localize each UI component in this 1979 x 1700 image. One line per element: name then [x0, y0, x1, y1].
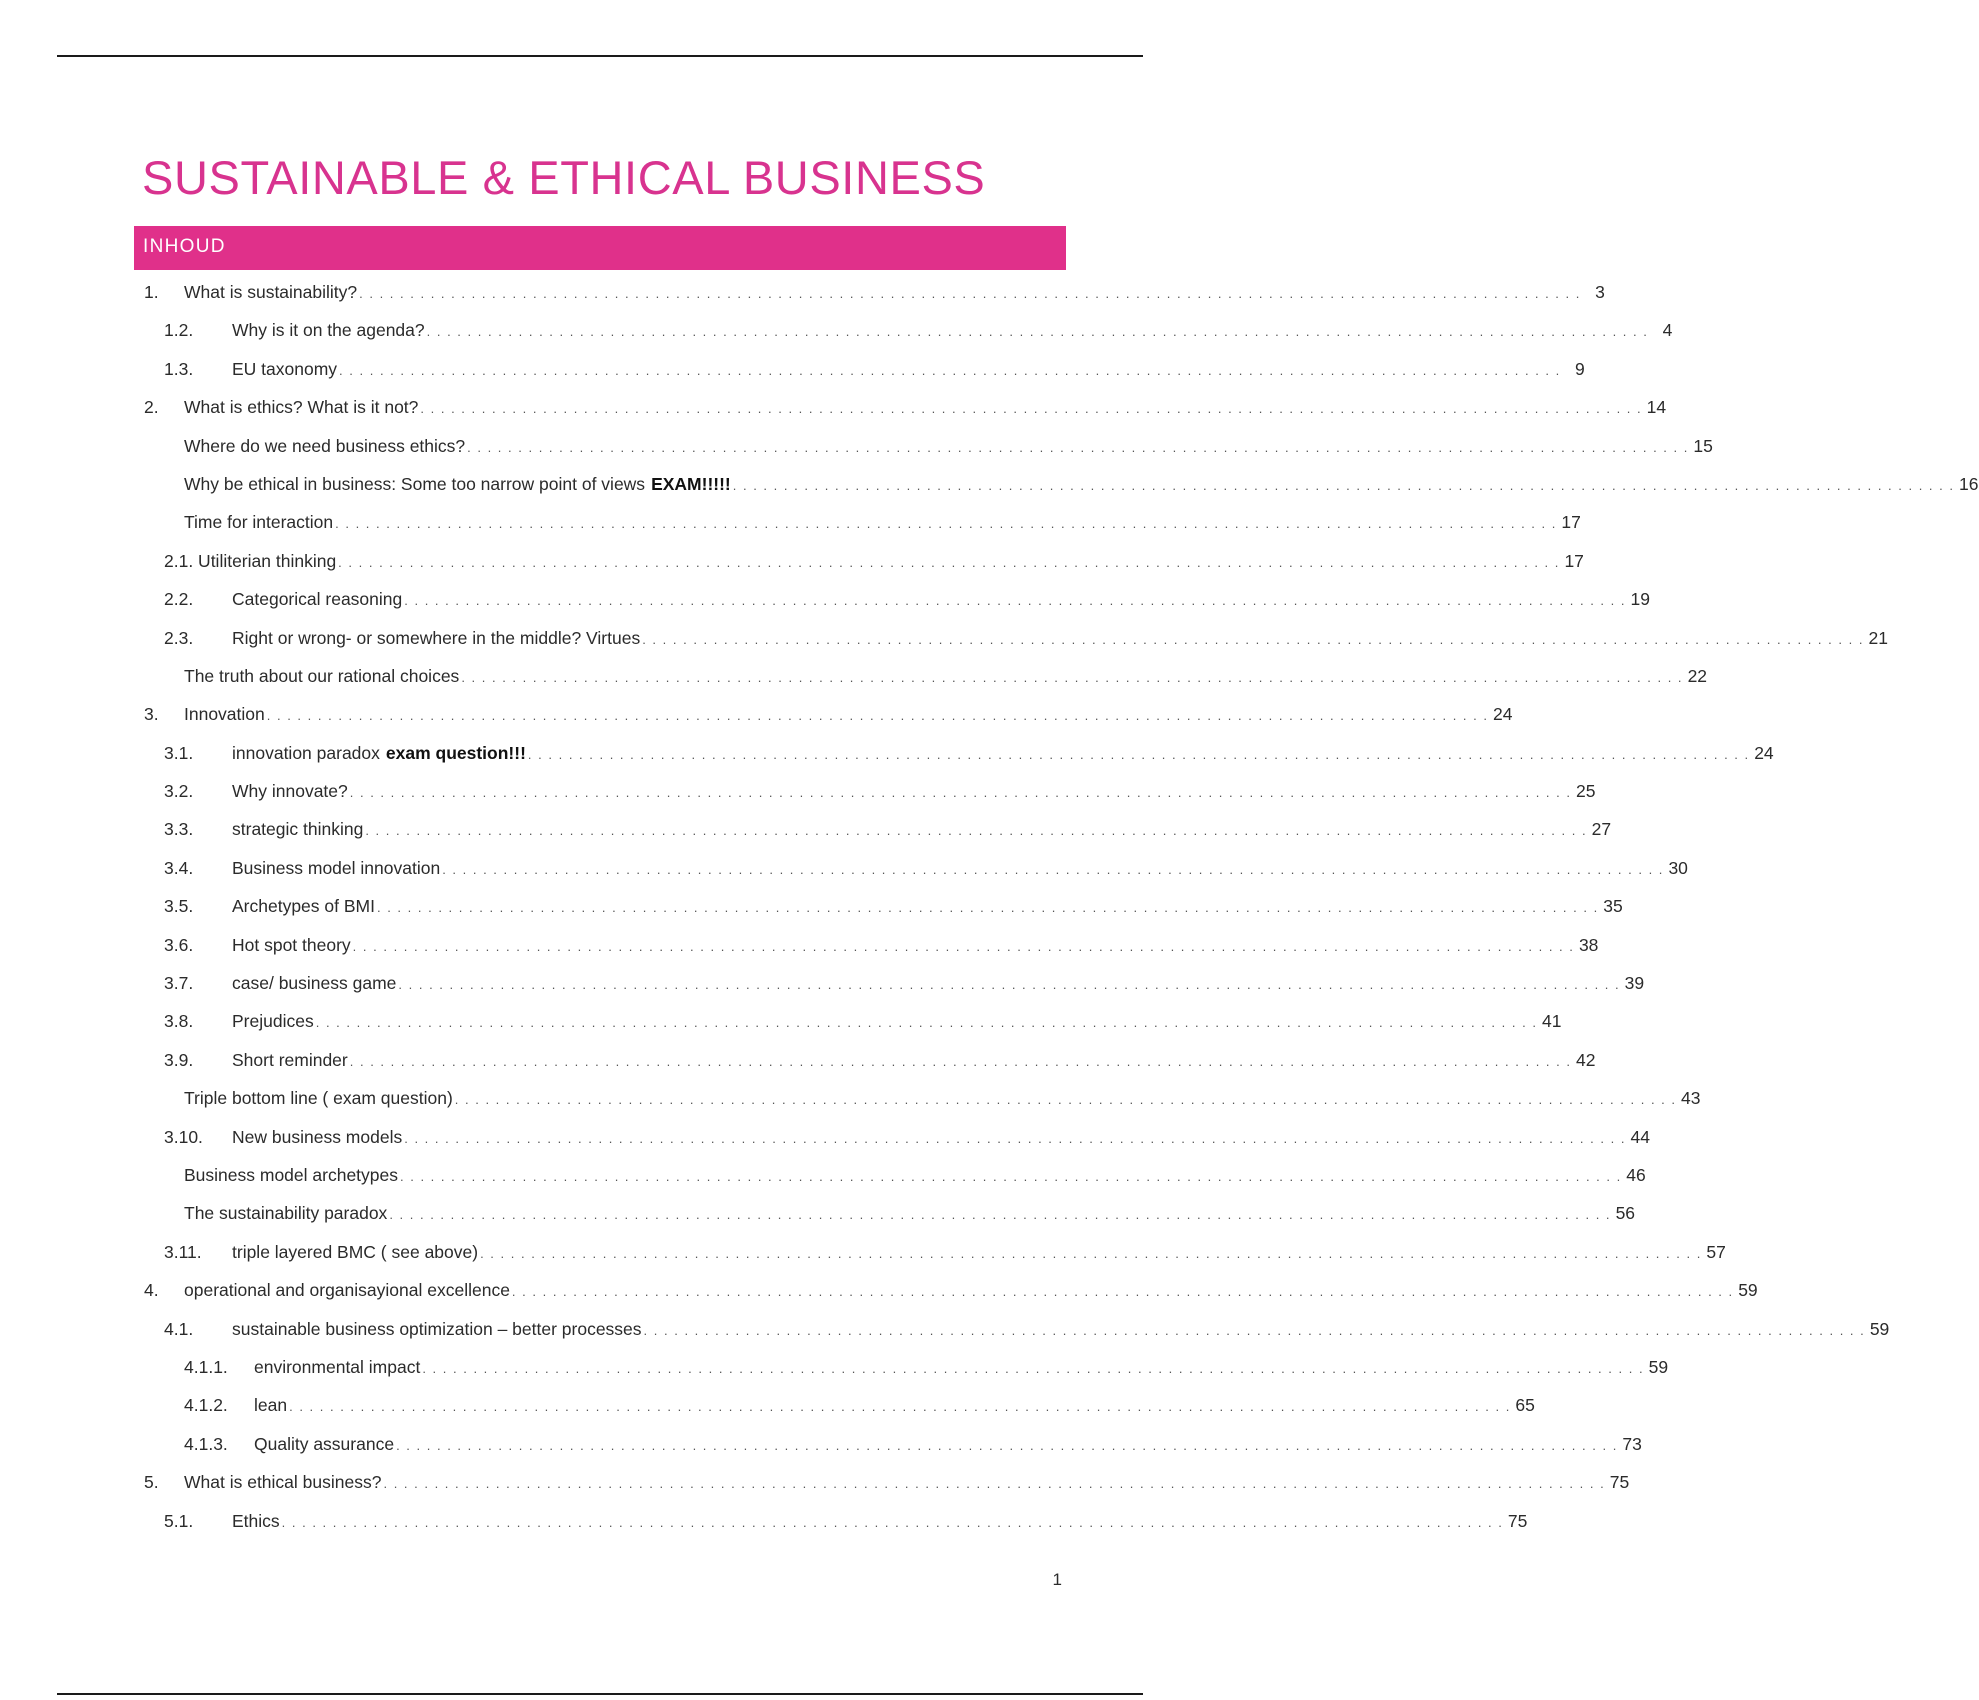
toc-entry-title: EU taxonomy — [232, 358, 338, 379]
toc-entry-number: 3.1. — [164, 742, 194, 763]
toc-entry-number: 2. — [144, 397, 159, 418]
toc-entry-title: Hot spot theory — [232, 934, 351, 955]
toc-entry-title: Business model innovation — [232, 857, 441, 878]
toc-dot-leader: . . . . . . . . . . . . . . . . . . . . . . . . . . . . . . . . . . . . . . . . . . . . . . . . . . . . . . . . . . . . . . . . . . . . . . . . . . . . . . . . . . . . . . . . . . . . . . . . . . . . . . . . . . . . . . . . . . . . . . . . — [442, 861, 1664, 877]
toc-entry-number: 3.6. — [164, 934, 194, 955]
toc-entry-number: 3.9. — [164, 1049, 194, 1070]
toc-entry[interactable] — [0, 427, 1713, 465]
toc-entry[interactable] — [0, 1079, 1701, 1117]
toc-entry[interactable] — [0, 1463, 1630, 1501]
toc-entry-number: 1. — [144, 282, 159, 302]
toc-entry-page: 59 — [1869, 1318, 1890, 1339]
toc-entry-title: innovation paradox — [232, 742, 380, 763]
toc-entry-page: 19 — [1630, 589, 1650, 610]
toc-entry-number: 2.2. — [164, 589, 194, 610]
toc-entry[interactable] — [0, 734, 1774, 772]
toc-dot-leader: . . . . . . . . . . . . . . . . . . . . . . . . . . . . . . . . . . . . . . . . . . . . . . . . . . . . . . . . . . . . . . . . . . . . . . . . . . . . . . . . . . . . . . . . . . . . . . . . . . . . . . . . . . . . . . . . . . . . . . . . — [266, 708, 1489, 724]
toc-entry-page: 56 — [1615, 1203, 1636, 1224]
toc-entry-title: Business model archetypes — [184, 1164, 398, 1185]
toc-entry[interactable] — [0, 1041, 1596, 1079]
toc-entry-page: 57 — [1706, 1241, 1726, 1262]
toc-entry-emphasis: EXAM!!!!! — [651, 473, 731, 494]
toc-entry-page: 44 — [1630, 1126, 1650, 1147]
toc-heading: INHOUD — [143, 236, 226, 257]
toc-entry-number: 3.10. — [164, 1126, 203, 1147]
toc-entry-number: 5.1. — [164, 1510, 194, 1531]
toc-entry-title: What is ethics? What is it not? — [184, 397, 419, 418]
toc-entry-number: 1.2. — [164, 320, 194, 341]
toc-entry-title: Short reminder — [232, 1049, 348, 1070]
toc-dot-leader: . . . . . . . . . . . . . . . . . . . . . . . . . . . . . . . . . . . . . . . . . . . . . . . . . . . . . . . . . . . . . . . . . . . . . . . . . . . . . . . . . . . . . . . . . . . . . . . . . . . . . . . . . . . . . . . . . . . . . . . . — [461, 669, 1684, 685]
toc-entry[interactable] — [0, 1233, 1726, 1271]
toc-entry-title: 2.1. Utiliterian thinking — [164, 550, 337, 571]
toc-dot-leader: . . . . . . . . . . . . . . . . . . . . . . . . . . . . . . . . . . . . . . . . . . . . . . . . . . . . . . . . . . . . . . . . . . . . . . . . . . . . . . . . . . . . . . . . . . . . . . . . . . . . . . . . . . . . . . . . . . . . . . . . — [642, 631, 1864, 647]
toc-entry-title: Innovation — [184, 704, 265, 725]
toc-entry[interactable] — [0, 1386, 1535, 1424]
toc-dot-leader: . . . . . . . . . . . . . . . . . . . . . . . . . . . . . . . . . . . . . . . . . . . . . . . . . . . . . . . . . . . . . . . . . . . . . . . . . . . . . . . . . . . . . . . . . . . . . . . . . . . . . . . . . . . . . . . . . . . . . . . . — [338, 554, 1560, 570]
toc-entry-number: 5. — [144, 1472, 159, 1493]
toc-entry-page: 21 — [1868, 627, 1888, 648]
toc-dot-leader: . . . . . . . . . . . . . . . . . . . . . . . . . . . . . . . . . . . . . . . . . . . . . . . . . . . . . . . . . . . . . . . . . . . . . . . . . . . . . . . . . . . . . . . . . . . . . . . . . . . . . . . . . . . . . . . . . . . . . . . . — [404, 1130, 1626, 1146]
toc-entry-number: 4.1. — [164, 1318, 194, 1339]
toc-entry-title: case/ business game — [232, 973, 397, 994]
toc-entry-title: The sustainability paradox — [184, 1203, 388, 1224]
toc-entry-title: Archetypes of BMI — [232, 896, 375, 917]
toc-entry-page: 15 — [1693, 435, 1713, 456]
toc-dot-leader: . . . . . . . . . . . . . . . . . . . . . . . . . . . . . . . . . . . . . . . . . . . . . . . . . . . . . . . . . . . . . . . . . . . . . . . . . . . . . . . . . . . . . . . . . . . . . . . . . . . . . . . . . . . . . . . . . . . . . . . . — [404, 593, 1626, 609]
toc-dot-leader: . . . . . . . . . . . . . . . . . . . . . . . . . . . . . . . . . . . . . . . . . . . . . . . . . . . . . . . . . . . . . . . . . . . . . . . . . . . . . . . . . . . . . . . . . . . . . . . . . . . . . . . . . . . . . . . . . . . . . . . . — [420, 401, 1643, 417]
toc-entry-number: 3.3. — [164, 819, 194, 840]
toc-entry-number: 3.2. — [164, 781, 194, 802]
toc-dot-leader: . . . . . . . . . . . . . . . . . . . . . . . . . . . . . . . . . . . . . . . . . . . . . . . . . . . . . . . . . . . . . . . . . . . . . . . . . . . . . . . . . . . . . . . . . . . . . . . . . . . . . . . . . . . . . . . . . . . . . . . . — [389, 1207, 1612, 1223]
toc-entry-page: 39 — [1624, 973, 1645, 994]
toc-entry-number: 3.5. — [164, 896, 194, 917]
toc-entry-page: 38 — [1578, 934, 1599, 955]
toc-entry-title: Prejudices — [232, 1011, 314, 1032]
toc-dot-leader: . . . . . . . . . . . . . . . . . . . . . . . . . . . . . . . . . . . . . . . . . . . . . . . . . . . . . . . . . . . . . . . . . . . . . . . . . . . . . . . . . . . . . . . . . . . . . . . . . . . . . . . . . . . . . . . . . . . . . . . . — [315, 1015, 1538, 1031]
toc-entry-number: 4.1.3. — [184, 1433, 228, 1454]
toc-entry-title: Why innovate? — [232, 781, 348, 802]
toc-entry-page: 73 — [1622, 1433, 1642, 1454]
toc-entry-title: Where do we need business ethics? — [184, 435, 466, 456]
toc-entry[interactable] — [0, 849, 1688, 887]
toc-dot-leader: . . . . . . . . . . . . . . . . . . . . . . . . . . . . . . . . . . . . . . . . . . . . . . . . . . . . . . . . . . . . . . . . . . . . . . . . . . . . . . . . . . . . . . . . . . . . . . . . . . . . . . . . . . . . . . . . . . . . . . . . — [281, 1514, 1504, 1530]
toc-entry[interactable] — [0, 1425, 1642, 1463]
toc-entry[interactable] — [0, 542, 1584, 580]
toc-entry-title: Right or wrong- or somewhere in the middle? Virtues — [232, 627, 641, 648]
toc-entry-emphasis: exam question!!! — [385, 742, 526, 763]
toc-dot-leader: . . . . . . . . . . . . . . . . . . . . . . . . . . . . . . . . . . . . . . . . . . . . . . . . . . . . . . . . . . . . . . . . . . . . . . . . . . . . . . . . . . . . . . . . . . . . . . . . . . . . . . . . . . . . . . . . . . . . . . . . — [527, 746, 1750, 762]
toc-entry-title: sustainable business optimization – better processes — [232, 1318, 642, 1339]
toc-dot-leader: . . . . . . . . . . . . . . . . . . . . . . . . . . . . . . . . . . . . . . . . . . . . . . . . . . . . . . . . . . . . . . . . . . . . . . . . . . . . . . . . . . . . . . . . . . . . . . . . . . . . . . . . . . . . . . . . . . . . . . . . — [383, 1476, 1606, 1492]
toc-dot-leader: . . . . . . . . . . . . . . . . . . . . . . . . . . . . . . . . . . . . . . . . . . . . . . . . . . . . . . . . . . . . . . . . . . . . . . . . . . . . . . . . . . . . . . . . . . . . . . . . . . . . . . . . . . . . . . . . . . . . . . . . — [352, 938, 1575, 954]
toc-dot-leader: . . . . . . . . . . . . . . . . . . . . . . . . . . . . . . . . . . . . . . . . . . . . . . . . . . . . . . . . . . . . . . . . . . . . . . . . . . . . . . . . . . . . . . . . . . . . . . . . . . . . . . . . . . . . . . . . . . . . . . . . — [426, 324, 1649, 340]
toc-entry-title: environmental impact — [254, 1356, 421, 1377]
toc-entry-page: 9 — [1575, 358, 1585, 379]
toc-entry-page: 25 — [1576, 781, 1596, 802]
toc-dot-leader: . . . . . . . . . . . . . . . . . . . . . . . . . . . . . . . . . . . . . . . . . . . . . . . . . . . . . . . . . . . . . . . . . . . . . . . . . . . . . . . . . . . . . . . . . . . . . . . . . . . . . . . . . . . . . . . . . . . . . . . . — [398, 977, 1621, 993]
toc-entry[interactable] — [0, 580, 1650, 618]
toc-dot-leader: . . . . . . . . . . . . . . . . . . . . . . . . . . . . . . . . . . . . . . . . . . . . . . . . . . . . . . . . . . . . . . . . . . . . . . . . . . . . . . . . . . . . . . . . . . . . . . . . . . . . . . . . . . . . . . . . . . . . . . . . — [396, 1437, 1618, 1453]
toc-entry-title: lean — [254, 1395, 288, 1416]
toc-entry-page: 3 — [1595, 282, 1605, 302]
toc-entry-number: 4.1.2. — [184, 1395, 228, 1416]
toc-entry-number: 2.3. — [164, 627, 194, 648]
toc-dot-leader: . . . . . . . . . . . . . . . . . . . . . . . . . . . . . . . . . . . . . . . . . . . . . . . . . . . . . . . . . . . . . . . . . . . . . . . . . . . . . . . . . . . . . . . . . . . . . . . . . . . . . . . . . . . . . . . . . . . . . . . . — [454, 1092, 1677, 1108]
toc-entry-page: 27 — [1591, 819, 1612, 840]
toc-entry[interactable] — [0, 311, 1673, 349]
toc-entry-number: 3.11. — [164, 1241, 202, 1262]
toc-entry-page: 4 — [1662, 320, 1673, 341]
toc-entry-title: Why is it on the agenda? — [232, 320, 425, 341]
toc-dot-leader: . . . . . . . . . . . . . . . . . . . . . . . . . . . . . . . . . . . . . . . . . . . . . . . . . . . . . . . . . . . . . . . . . . . . . . . . . . . . . . . . . . . . . . . . . . . . . . . . . . . . . . . . . . . . . . . . . . . . . . . . — [359, 286, 1581, 301]
toc-entry-title: Quality assurance — [254, 1433, 395, 1454]
toc-entry[interactable] — [0, 1194, 1636, 1232]
toc-entry[interactable] — [0, 964, 1645, 1002]
toc-entry-title: What is sustainability? — [184, 282, 358, 302]
toc-dot-leader: . . . . . . . . . . . . . . . . . . . . . . . . . . . . . . . . . . . . . . . . . . . . . . . . . . . . . . . . . . . . . . . . . . . . . . . . . . . . . . . . . . . . . . . . . . . . . . . . . . . . . . . . . . . . . . . . . . . . . . . . — [480, 1245, 1702, 1261]
toc-dot-leader: . . . . . . . . . . . . . . . . . . . . . . . . . . . . . . . . . . . . . . . . . . . . . . . . . . . . . . . . . . . . . . . . . . . . . . . . . . . . . . . . . . . . . . . . . . . . . . . . . . . . . . . . . . . . . . . . . . . . . . . . — [400, 1168, 1622, 1184]
toc-entry-page: 43 — [1681, 1088, 1701, 1109]
toc-entry-title: Time for interaction — [184, 512, 334, 533]
toc-dot-leader: . . . . . . . . . . . . . . . . . . . . . . . . . . . . . . . . . . . . . . . . . . . . . . . . . . . . . . . . . . . . . . . . . . . . . . . . . . . . . . . . . . . . . . . . . . . . . . . . . . . . . . . . . . . . . . . . . . . . . . . . — [349, 785, 1572, 801]
toc-dot-leader: . . . . . . . . . . . . . . . . . . . . . . . . . . . . . . . . . . . . . . . . . . . . . . . . . . . . . . . . . . . . . . . . . . . . . . . . . . . . . . . . . . . . . . . . . . . . . . . . . . . . . . . . . . . . . . . . . . . . . . . . — [339, 362, 1561, 378]
toc-entry-number: 3.4. — [164, 857, 194, 878]
toc-entry-title: triple layered BMC ( see above) — [232, 1241, 479, 1262]
toc-entry-page: 75 — [1507, 1510, 1528, 1531]
toc-entry[interactable] — [0, 887, 1623, 925]
toc-entry[interactable] — [0, 273, 1605, 311]
toc-entry-title: New business models — [232, 1126, 403, 1147]
toc-entry-title: Why be ethical in business: Some too narrow point of views — [184, 473, 646, 494]
toc-entry-number: 4. — [144, 1280, 159, 1301]
toc-dot-leader: . . . . . . . . . . . . . . . . . . . . . . . . . . . . . . . . . . . . . . . . . . . . . . . . . . . . . . . . . . . . . . . . . . . . . . . . . . . . . . . . . . . . . . . . . . . . . . . . . . . . . . . . . . . . . . . . . . . . . . . . — [365, 823, 1588, 839]
toc-entry-title: operational and organisayional excellence — [184, 1280, 510, 1301]
toc-entry-page: 30 — [1668, 857, 1688, 878]
toc-entry-page: 24 — [1754, 742, 1774, 763]
toc-entry-page: 46 — [1626, 1164, 1646, 1185]
toc-entry-title: Ethics — [232, 1510, 280, 1531]
toc-entry-title: The truth about our rational choices — [184, 665, 460, 686]
toc-entry-page: 22 — [1687, 665, 1708, 686]
toc-entry[interactable] — [0, 926, 1599, 964]
document-title: SUSTAINABLE & ETHICAL BUSINESS — [142, 151, 986, 204]
toc-heading-banner — [134, 226, 1066, 270]
toc-entry[interactable] — [0, 1310, 1890, 1348]
toc-entry-page: 59 — [1648, 1356, 1669, 1377]
toc-entry[interactable] — [0, 657, 1708, 695]
toc-entry-number: 3.8. — [164, 1011, 194, 1032]
table-of-contents — [0, 273, 1979, 1540]
toc-dot-leader: . . . . . . . . . . . . . . . . . . . . . . . . . . . . . . . . . . . . . . . . . . . . . . . . . . . . . . . . . . . . . . . . . . . . . . . . . . . . . . . . . . . . . . . . . . . . . . . . . . . . . . . . . . . . . . . . . . . . . . . . — [289, 1399, 1511, 1415]
toc-entry-title: Triple bottom line ( exam question) — [184, 1088, 453, 1109]
toc-dot-leader: . . . . . . . . . . . . . . . . . . . . . . . . . . . . . . . . . . . . . . . . . . . . . . . . . . . . . . . . . . . . . . . . . . . . . . . . . . . . . . . . . . . . . . . . . . . . . . . . . . . . . . . . . . . . . . . . . . . . . . . . — [511, 1284, 1734, 1300]
toc-entry-page: 41 — [1541, 1011, 1562, 1032]
toc-dot-leader: . . . . . . . . . . . . . . . . . . . . . . . . . . . . . . . . . . . . . . . . . . . . . . . . . . . . . . . . . . . . . . . . . . . . . . . . . . . . . . . . . . . . . . . . . . . . . . . . . . . . . . . . . . . . . . . . . . . . . . . . — [643, 1322, 1866, 1338]
toc-entry[interactable] — [0, 388, 1667, 426]
toc-entry-title: Categorical reasoning — [232, 589, 403, 610]
toc-entry-page: 17 — [1564, 550, 1584, 571]
toc-entry-page: 17 — [1561, 512, 1581, 533]
toc-entry-page: 65 — [1515, 1395, 1535, 1416]
toc-entry[interactable] — [0, 1118, 1650, 1156]
toc-dot-leader: . . . . . . . . . . . . . . . . . . . . . . . . . . . . . . . . . . . . . . . . . . . . . . . . . . . . . . . . . . . . . . . . . . . . . . . . . . . . . . . . . . . . . . . . . . . . . . . . . . . . . . . . . . . . . . . . . . . . . . . . — [335, 516, 1557, 532]
toc-entry-page: 59 — [1738, 1280, 1758, 1301]
toc-entry-number: 1.3. — [164, 358, 194, 379]
toc-entry-page: 16 — [1959, 473, 1979, 494]
footer-rule — [57, 1693, 1143, 1695]
toc-entry[interactable] — [0, 1002, 1562, 1040]
toc-entry-page: 24 — [1493, 704, 1513, 725]
toc-entry[interactable] — [0, 350, 1585, 388]
toc-entry-title: What is ethical business? — [184, 1472, 382, 1493]
toc-entry[interactable] — [0, 1271, 1758, 1309]
toc-entry[interactable] — [0, 465, 1979, 503]
toc-entry[interactable] — [0, 1156, 1646, 1194]
toc-entry-title: strategic thinking — [232, 819, 364, 840]
toc-dot-leader: . . . . . . . . . . . . . . . . . . . . . . . . . . . . . . . . . . . . . . . . . . . . . . . . . . . . . . . . . . . . . . . . . . . . . . . . . . . . . . . . . . . . . . . . . . . . . . . . . . . . . . . . . . . . . . . . . . . . . . . . — [376, 900, 1599, 916]
toc-entry-page: 75 — [1609, 1472, 1630, 1493]
toc-entry[interactable] — [0, 503, 1581, 541]
toc-entry-page: 42 — [1576, 1049, 1596, 1070]
page-number: 1 — [1052, 1570, 1062, 1589]
toc-entry-number: 3.7. — [164, 973, 194, 994]
toc-entry[interactable] — [0, 810, 1612, 848]
toc-dot-leader: . . . . . . . . . . . . . . . . . . . . . . . . . . . . . . . . . . . . . . . . . . . . . . . . . . . . . . . . . . . . . . . . . . . . . . . . . . . . . . . . . . . . . . . . . . . . . . . . . . . . . . . . . . . . . . . . . . . . . . . . — [732, 477, 1955, 493]
toc-dot-leader: . . . . . . . . . . . . . . . . . . . . . . . . . . . . . . . . . . . . . . . . . . . . . . . . . . . . . . . . . . . . . . . . . . . . . . . . . . . . . . . . . . . . . . . . . . . . . . . . . . . . . . . . . . . . . . . . . . . . . . . . — [467, 439, 1689, 455]
toc-entry[interactable] — [0, 695, 1513, 733]
toc-dot-leader: . . . . . . . . . . . . . . . . . . . . . . . . . . . . . . . . . . . . . . . . . . . . . . . . . . . . . . . . . . . . . . . . . . . . . . . . . . . . . . . . . . . . . . . . . . . . . . . . . . . . . . . . . . . . . . . . . . . . . . . . — [422, 1360, 1645, 1376]
toc-entry-page: 35 — [1603, 896, 1623, 917]
toc-entry[interactable] — [0, 772, 1596, 810]
header-rule — [57, 55, 1143, 57]
toc-entry[interactable] — [0, 1502, 1528, 1540]
toc-entry[interactable] — [0, 619, 1888, 657]
toc-entry-page: 14 — [1646, 397, 1667, 418]
toc-dot-leader: . . . . . . . . . . . . . . . . . . . . . . . . . . . . . . . . . . . . . . . . . . . . . . . . . . . . . . . . . . . . . . . . . . . . . . . . . . . . . . . . . . . . . . . . . . . . . . . . . . . . . . . . . . . . . . . . . . . . . . . . — [349, 1053, 1572, 1069]
toc-entry-number: 4.1.1. — [184, 1356, 228, 1377]
toc-entry-number: 3. — [144, 704, 159, 725]
toc-entry[interactable] — [0, 1348, 1669, 1386]
